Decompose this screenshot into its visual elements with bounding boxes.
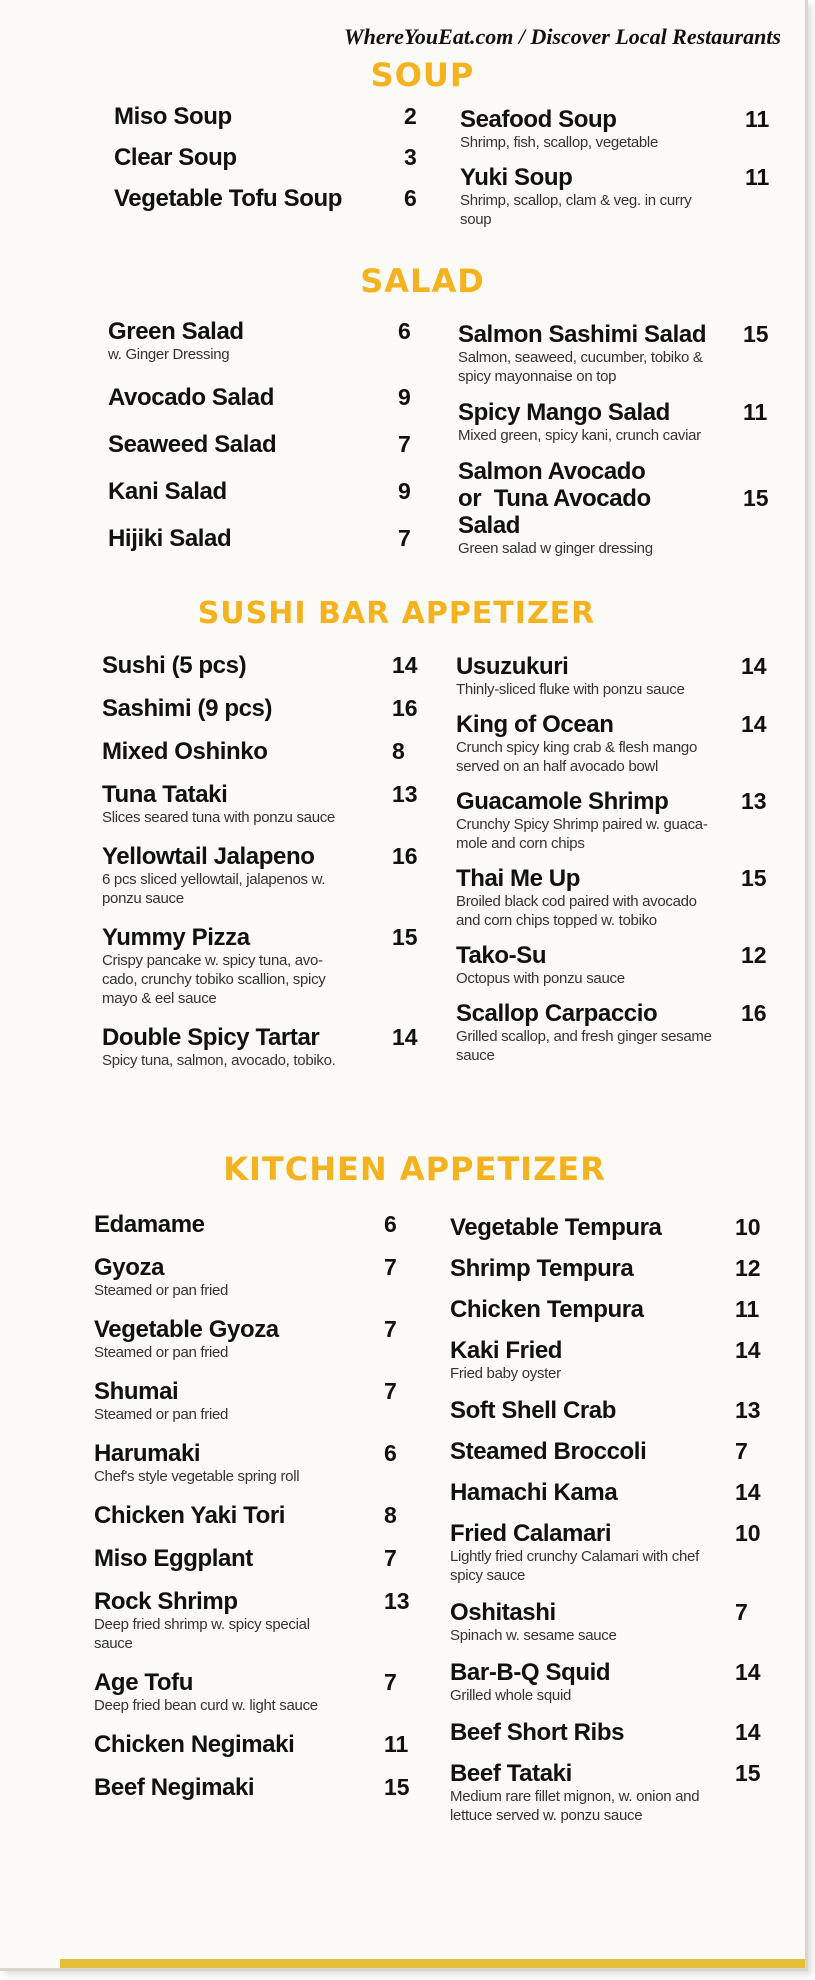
menu-item-price: 15 <box>743 485 769 511</box>
menu-item-name: King of Ocean <box>456 711 614 738</box>
menu-item <box>456 788 766 853</box>
menu-item-price: 12 <box>735 1255 761 1281</box>
menu-item-name: Shumai <box>94 1378 179 1405</box>
menu-item-name: Scallop Carpaccio <box>456 1000 658 1027</box>
sushi-bar-right-column <box>456 653 766 1065</box>
menu-item-name: Spicy Mango Salad <box>458 399 670 426</box>
menu-item-price: 7 <box>735 1599 748 1625</box>
kitchen-right-column <box>450 1214 765 1825</box>
menu-item-price: 11 <box>384 1731 409 1757</box>
menu-item <box>108 525 411 552</box>
menu-item-price: 13 <box>392 781 418 807</box>
section-title-salad: SALAD <box>360 262 485 300</box>
menu-item <box>456 865 766 930</box>
menu-item <box>456 653 766 699</box>
menu-item-price: 6 <box>404 185 417 211</box>
menu-item-price: 11 <box>745 106 770 132</box>
menu-item-description: Thinly-sliced fluke with ponzu sauce <box>456 681 685 698</box>
menu-item-name: Vegetable Gyoza <box>94 1316 279 1343</box>
menu-item-description: Salmon, seaweed, cucumber, tobiko & spicy mayonnaise on top <box>458 349 703 385</box>
menu-item-price: 7 <box>384 1669 397 1695</box>
menu-item-description: Crispy pancake w. spicy tuna, avo-cado, crunchy tobiko scallion, spicy mayo & eel sauce <box>102 952 326 1007</box>
menu-item <box>94 1211 399 1238</box>
menu-item-price: 10 <box>735 1520 761 1546</box>
menu-item <box>102 695 418 722</box>
menu-item-price: 7 <box>384 1254 397 1280</box>
menu-item <box>94 1731 409 1758</box>
menu-item-description: Crunch spicy king crab & flesh mango served on an half avocado bowl <box>456 739 697 775</box>
menu-item-price: 2 <box>404 103 417 129</box>
menu-item-description: Spinach w. sesame sauce <box>450 1627 617 1644</box>
menu-item <box>456 711 766 776</box>
menu-item <box>114 144 419 171</box>
menu-item-price: 7 <box>384 1378 397 1404</box>
sushi-bar-left-column <box>102 652 418 1070</box>
menu-item <box>450 1438 765 1465</box>
salad-right-column <box>458 321 768 558</box>
menu-item-price: 16 <box>392 695 418 721</box>
menu-item-description: Shrimp, scallop, clam & veg. in curry soup <box>460 192 692 228</box>
menu-item-name: Clear Soup <box>114 144 237 171</box>
menu-item <box>450 1479 765 1506</box>
menu-item <box>450 1760 765 1825</box>
menu-item-price: 6 <box>384 1211 397 1237</box>
menu-item-name: Thai Me Up <box>456 865 581 892</box>
menu-item-name: Chicken Negimaki <box>94 1731 295 1758</box>
menu-item-price: 10 <box>735 1214 761 1240</box>
menu-item-name: Guacamole Shrimp <box>456 788 669 815</box>
menu-item-price: 7 <box>398 431 411 457</box>
menu-item-description: Shrimp, fish, scallop, vegetable <box>460 134 659 151</box>
menu-item-price: 7 <box>384 1545 397 1571</box>
menu-item-price: 16 <box>741 1000 767 1026</box>
menu-item <box>94 1378 399 1424</box>
menu-item-name: Yuki Soup <box>460 164 573 191</box>
menu-item-price: 8 <box>384 1502 397 1528</box>
menu-item-description: Mixed green, spicy kani, crunch caviar <box>458 427 701 444</box>
menu-item-description: Crunchy Spicy Shrimp paired w. guaca-mole and corn chips <box>456 816 708 852</box>
menu-item <box>94 1502 399 1529</box>
menu-item-name: Green Salad <box>108 318 244 345</box>
menu-item-name: Age Tofu <box>94 1669 193 1696</box>
menu-item-price: 14 <box>735 1659 761 1685</box>
menu-item-price: 9 <box>398 478 411 504</box>
section-title-sushi-bar: SUSHI BAR APPETIZER <box>197 596 596 631</box>
menu-item-name: Mixed Oshinko <box>102 738 268 765</box>
menu-item-name: Chicken Tempura <box>450 1296 644 1323</box>
menu-item-description: Green salad w ginger dressing <box>458 540 653 557</box>
menu-item <box>108 384 411 411</box>
menu-item <box>450 1337 765 1383</box>
menu-item-name: Miso Soup <box>114 103 232 130</box>
menu-item-name: Sashimi (9 pcs) <box>102 695 273 722</box>
menu-item <box>94 1669 399 1715</box>
menu-item-name: Beef Negimaki <box>94 1774 255 1801</box>
menu-item-name: Fried Calamari <box>450 1520 612 1547</box>
menu-item-name: Shrimp Tempura <box>450 1255 634 1282</box>
menu-item-name: Kaki Fried <box>450 1337 563 1364</box>
menu-item-price: 13 <box>384 1588 410 1614</box>
menu-item-name: Yummy Pizza <box>102 924 250 951</box>
menu-item-name: Rock Shrimp <box>94 1588 238 1615</box>
menu-item-description: Grilled scallop, and fresh ginger sesame sauce <box>456 1028 712 1064</box>
menu-item <box>450 1397 765 1424</box>
menu-item-price: 7 <box>398 525 411 551</box>
menu-item-price: 6 <box>384 1440 397 1466</box>
menu-item <box>94 1545 399 1572</box>
menu-item-price: 14 <box>735 1719 761 1745</box>
menu-item-price: 14 <box>735 1337 761 1363</box>
menu-item <box>456 1000 766 1065</box>
menu-item-price: 14 <box>735 1479 761 1505</box>
menu-item-description: 6 pcs sliced yellowtail, jalapenos w. ponzu sauce <box>102 871 326 907</box>
menu-item <box>102 843 418 908</box>
menu-item-description: Octopus with ponzu sauce <box>456 970 625 987</box>
menu-item-name: Hamachi Kama <box>450 1479 618 1506</box>
menu-item <box>450 1296 765 1323</box>
menu-item-price: 15 <box>384 1774 410 1800</box>
menu-item-name: Usuzukuri <box>456 653 569 680</box>
menu-item-name: Yellowtail Jalapeno <box>102 843 315 870</box>
menu-item-description: Medium rare fillet mignon, w. onion and lettuce served w. ponzu sauce <box>450 1788 700 1824</box>
menu-item-price: 14 <box>741 711 767 737</box>
menu-item <box>108 431 411 458</box>
section-title-kitchen: KITCHEN APPETIZER <box>223 1150 606 1188</box>
menu-item <box>450 1214 765 1241</box>
menu-item <box>102 924 418 1008</box>
bottom-accent-bar <box>60 1959 805 1968</box>
menu-item-name: Seaweed Salad <box>108 431 277 458</box>
menu-item-name: Harumaki <box>94 1440 201 1467</box>
kitchen-left-column <box>94 1211 410 1801</box>
menu-item-description: Steamed or pan fried <box>94 1282 229 1299</box>
menu-item <box>450 1520 765 1585</box>
menu-item-name: Seafood Soup <box>460 106 617 133</box>
menu-item-name: Salmon Sashimi Salad <box>458 321 707 348</box>
menu-item-name: Vegetable Tempura <box>450 1214 662 1241</box>
menu-item-name: Beef Tataki <box>450 1760 572 1787</box>
menu-item-name: Hijiki Salad <box>108 525 232 552</box>
menu-item-price: 8 <box>392 738 405 764</box>
menu-item <box>94 1316 399 1362</box>
menu-item-price: 15 <box>392 924 418 950</box>
menu-item-description: Spicy tuna, salmon, avocado, tobiko. <box>102 1052 336 1069</box>
menu-item-price: 14 <box>392 652 418 678</box>
menu-item-name: Tuna Tataki <box>102 781 228 808</box>
menu-item-description: Lightly fried crunchy Calamari with chef spicy sauce <box>450 1548 699 1584</box>
menu-item-name: Avocado Salad <box>108 384 274 411</box>
menu-item-description: Deep fried shrimp w. spicy special sauce <box>94 1616 310 1652</box>
menu-item-price: 13 <box>735 1397 761 1423</box>
section-title-soup: SOUP <box>370 56 475 94</box>
menu-item <box>94 1774 410 1801</box>
menu-item <box>450 1599 765 1645</box>
menu-item-name: Gyoza <box>94 1254 165 1281</box>
menu-item-description: Chef's style vegetable spring roll <box>94 1468 300 1485</box>
menu-item-description: Deep fried bean curd w. light sauce <box>94 1697 318 1714</box>
menu-item-price: 7 <box>735 1438 748 1464</box>
menu-item-description: Fried baby oyster <box>450 1365 561 1382</box>
menu-item-price: 14 <box>392 1024 418 1050</box>
menu-item <box>94 1588 410 1653</box>
soup-left-column <box>114 103 419 212</box>
menu-item-description: Slices seared tuna with ponzu sauce <box>102 809 335 826</box>
menu-item-name: Soft Shell Crab <box>450 1397 617 1424</box>
site-header: WhereYouEat.com / Discover Local Restaurants <box>344 24 781 49</box>
menu-item <box>460 106 770 152</box>
menu-item <box>102 781 418 827</box>
menu-item-price: 14 <box>741 653 767 679</box>
menu-item-name: Beef Short Ribs <box>450 1719 625 1746</box>
menu-item-price: 15 <box>735 1760 761 1786</box>
menu-item-description: Steamed or pan fried <box>94 1344 229 1361</box>
menu-item-name: Vegetable Tofu Soup <box>114 185 342 212</box>
menu-item-price: 15 <box>741 865 767 891</box>
menu-item <box>458 458 768 558</box>
menu-item <box>450 1255 765 1282</box>
menu-item <box>460 164 770 229</box>
menu-item-description: Grilled whole squid <box>450 1687 572 1704</box>
menu-item-name: Double Spicy Tartar <box>102 1024 320 1051</box>
menu-item-name: Chicken Yaki Tori <box>94 1502 286 1529</box>
menu-item <box>94 1254 399 1300</box>
menu-item <box>114 185 419 212</box>
menu-item <box>102 738 407 765</box>
menu-item-price: 15 <box>743 321 769 347</box>
menu-item-price: 11 <box>735 1296 760 1322</box>
menu-item-name: Edamame <box>94 1211 205 1238</box>
menu-item <box>114 103 419 130</box>
menu-item-description: Broiled black cod paired with avocado and corn chips topped w. tobiko <box>456 893 697 929</box>
menu-item-price: 11 <box>745 164 770 190</box>
menu-item <box>102 1024 418 1070</box>
menu-item-price: 7 <box>384 1316 397 1342</box>
menu-item-price: 13 <box>741 788 767 814</box>
menu-item-price: 6 <box>398 318 411 344</box>
menu-item <box>108 318 411 364</box>
menu-item-name: Sushi (5 pcs) <box>102 652 247 679</box>
menu-item-price: 12 <box>741 942 767 968</box>
salad-left-column <box>108 318 411 552</box>
menu-item-name: Steamed Broccoli <box>450 1438 647 1465</box>
menu-item <box>458 399 768 445</box>
menu-item-name: Kani Salad <box>108 478 227 505</box>
menu-item-name: Miso Eggplant <box>94 1545 253 1572</box>
menu-item-description: w. Ginger Dressing <box>108 346 230 363</box>
menu-item <box>450 1719 765 1746</box>
menu-item <box>94 1440 399 1486</box>
soup-right-column <box>460 106 770 229</box>
menu-item-name: Oshitashi <box>450 1599 556 1626</box>
menu-item-price: 9 <box>398 384 411 410</box>
menu-item <box>102 652 418 679</box>
menu-item <box>108 478 411 505</box>
menu-item-name: Salmon Avocado or Tuna Avocado Salad <box>458 458 651 539</box>
menu-item <box>450 1659 765 1705</box>
menu-item <box>456 942 766 988</box>
menu-item-name: Bar-B-Q Squid <box>450 1659 611 1686</box>
menu-item-name: Tako-Su <box>456 942 547 969</box>
menu-item <box>458 321 768 386</box>
menu-item-description: Steamed or pan fried <box>94 1406 229 1423</box>
menu-item-price: 16 <box>392 843 418 869</box>
menu-item-price: 11 <box>743 399 768 425</box>
menu-item-price: 3 <box>404 144 417 170</box>
